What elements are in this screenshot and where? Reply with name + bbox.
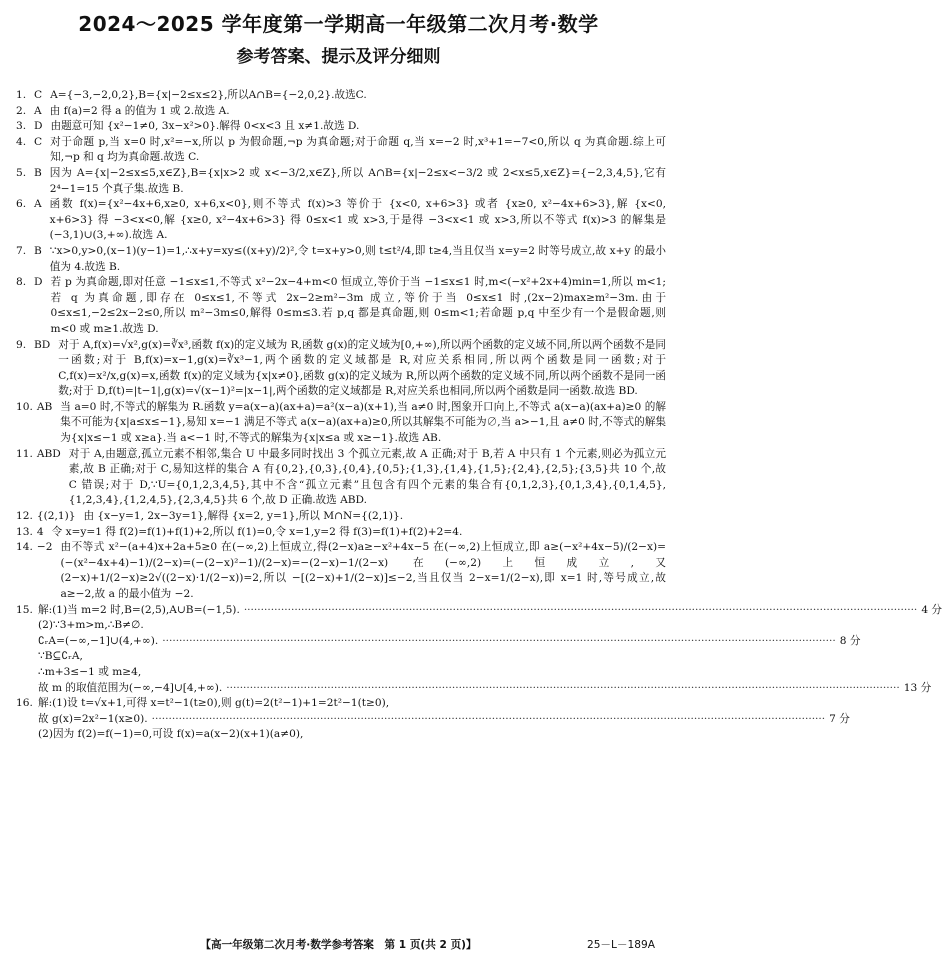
answer-key: AB [36, 400, 53, 413]
question-16-lines [16, 696, 850, 743]
solution-text: ∁ᵣA=(−∞,−1]∪(4,+∞). [38, 634, 159, 647]
question-number: 5. [16, 166, 27, 179]
answer-explanation: 对于命题 p,当 x=0 时,x²=−x,所以 p 为假命题,¬p 为真命题;对于命题 q,当 x=−2 时,x³+1=−7<0,所以 q 为真命题.综上可知,¬p 和 q 均为真命题.故选 C. [50, 135, 666, 164]
answer-explanation: 由题意可知 {x²−1≠0, 3x−x²>0}.解得 0<x<3 且 x≠1.故选 D. [50, 120, 360, 133]
question-number: 4. [16, 135, 27, 148]
question-number: 1. [16, 89, 27, 101]
answer-item [16, 197, 666, 244]
answer-explanation: 若 p 为真命题,即对任意 −1≤x≤1,不等式 x²−2x−4+m<0 恒成立,等价于当 −1≤x≤1 时,m<(−x²+2x+4)min=1,所以 m<1;若 q 为真命题,即存在 0≤x≤1,不等式 2x−2≥m²−3m 成立,等价于当 0≤x≤1 时,(2x−2)max≥m²−3m.由于 0≤x≤1,−2≤2x−2≤0,所以 m²−3m≤0,解得 0≤m≤3.若 p,q 都是真命题,则 0≤m<1;若命题 p,q 中至少有一个是假命题,则 m<0 或 m≥1.故选 D. [50, 276, 666, 335]
solution-line [16, 665, 666, 681]
answer-explanation: 对于 A,由题意,孤立元素不相邻,集合 U 中最多同时找出 3 个孤立元素,故 A 正确;对于 B,若 A 中只有 1 个元素,则必为孤立元素,故 B 正确;对于 C,易知这样的集合 A 有{0,2},{0,3},{0,4},{0,5};{1,3},{1,4},{1,5};{2,4},{2,5};{3,5}共 10 个,故 C 错误;对于 D,∵U={0,1,2,3,4,5},其中不含“孤立元素”且包含有四个元素的集合有{0,1,2,3},{0,1,3,4},{0,1,4,5},{1,2,3,4},{1,2,4,5},{2,3,4,5}共 6 个,故 D 正确.故选 ABD. [68, 447, 666, 507]
answer-key: D [34, 276, 43, 289]
answer-explanation: 由 {x−y=1, 2x−3y=1},解得 {x=2, y=1},所以 M∩N={(2,1)}. [83, 510, 404, 523]
question-number: 16. [16, 697, 33, 710]
answer-item [16, 275, 666, 337]
solution-line [16, 649, 666, 665]
answer-key: A [34, 198, 42, 211]
question-15-lines [16, 603, 942, 697]
answer-key: 4 [36, 525, 44, 538]
answer-key: C [34, 135, 43, 148]
question-number: 2. [16, 104, 27, 117]
question-16-solution [16, 696, 850, 743]
solution-text: ∵B⊆∁ᵣA, [38, 650, 83, 663]
solution-text: (2)因为 f(2)=f(−1)=0,可设 f(x)=a(x−2)(x+1)(a≠0), [38, 728, 304, 741]
answer-item [16, 135, 666, 166]
answer-item [16, 509, 666, 525]
answer-key: −2 [36, 541, 53, 554]
score-points: 13 分 [903, 681, 932, 694]
solution-line [16, 696, 666, 712]
answer-item [16, 525, 666, 541]
solution-line [16, 603, 942, 619]
answer-item [16, 244, 666, 275]
answer-item [16, 540, 666, 602]
question-number: 9. [16, 338, 27, 351]
answer-explanation: 当 a=0 时,不等式的解集为 R.函数 y=a(x−a)(ax+a)=a²(x−a)(x+1),当 a≠0 时,图象开口向上,不等式 a(x−a)(ax+a)≥0 的解集不可能为{x|a≤x≤−1},易知 x=−1 满足不等式 a(x−a)(ax+a)≥0,所以其解集不可能为∅,当 a>−1,且 a≠0 时,不等式的解集为{x|x≤−1 或 x≥a}.当 a<−1 时,不等式的解集为{x|x≤a 或 x≥−1}.故选 AB. [60, 400, 666, 445]
answer-explanation: 因为 A={x|−2≤x≤5,x∈Z},B={x|x>2 或 x<−3/2,x∈Z},所以 A∩B={x|−2≤x<−3/2 或 2<x≤5,x∈Z}={−2,3,4,5},它有 2⁴−1=15 个真子集.故选 B. [49, 166, 666, 195]
answer-key: B [34, 244, 42, 257]
question-number: 12. [16, 510, 33, 523]
question-number: 10. [16, 400, 33, 413]
question-number: 7. [16, 244, 27, 257]
score-points: 7 分 [829, 712, 850, 725]
answer-explanation: 由 f(a)=2 得 a 的值为 1 或 2.故选 A. [49, 104, 230, 117]
answer-key: B [34, 166, 42, 179]
question-number: 13. [16, 525, 33, 538]
answer-list [16, 88, 942, 743]
answer-key: C [34, 89, 43, 101]
solution-line [16, 681, 932, 697]
question-number: 11. [16, 447, 33, 460]
answer-explanation: 函数 f(x)={x²−4x+6,x≥0, x+6,x<0},则不等式 f(x)>3 等价于 {x<0, x+6>3} 或者 {x≥0, x²−4x+6>3},解 {x<0, x+6>3} 得 −3<x<0,解 {x≥0, x²−4x+6>3} 得 0≤x<1 或 x>3,于是得 −3<x<1 或 x>3,所以不等式 f(x)>3 的解集是(−3,1)∪(3,+∞).故选 A. [49, 198, 666, 242]
answer-item [16, 338, 666, 400]
question-number: 3. [16, 120, 27, 133]
question-number: 8. [16, 276, 27, 289]
answer-explanation: 令 x=y=1 得 f(2)=f(1)+f(1)+2,所以 f(1)=0,令 x=1,y=2 得 f(3)=f(1)+f(2)+2=4. [51, 525, 463, 538]
answer-item [16, 400, 666, 447]
answer-explanation: 对于 A,f(x)=√x²,g(x)=∛x³,函数 f(x)的定义域为 R,函数 g(x)的定义域为[0,+∞),所以两个函数的定义域不同,所以两个函数不是同一函数;对于 B,f(x)=x−1,g(x)=∛x³−1,两个函数的定义域都是 R,对应关系相同,所以两个函数是同一函数;对于 C,f(x)=x²/x,g(x)=x,函数 f(x)的定义域为{x|x≠0},函数 g(x)的定义域为 R,所以两个函数的定义域不同,所以两个函数不是同一函数;对于 D,f(t)=|t−1|,g(x)=√(x−1)²=|x−1|,两个函数的定义域都是 R,对应关系也相同,所以两个函数是同一函数.故选 BD. [58, 338, 666, 398]
question-number: 6. [16, 198, 27, 211]
footer-page-info: 【高一年级第二次月考·数学参考答案 第 1 页(共 2 页)】 [200, 939, 477, 951]
answer-key: ABD [36, 447, 61, 460]
answer-explanation: ∵x>0,y>0,(x−1)(y−1)=1,∴x+y=xy≤((x+y)/2)²,令 t=x+y>0,则 t≤t²/4,即 t≥4,当且仅当 x=y=2 时等号成立,故 x+y 的最小值为 4.故选 B. [49, 244, 666, 273]
page-title: 2024～2025 学年度第一学期高一年级第二次月考·数学 [78, 12, 599, 36]
solution-text: (2)∵3+m>m,∴B≠∅. [38, 619, 144, 632]
answer-item [16, 166, 666, 197]
score-points: 8 分 [839, 634, 861, 647]
leader-dots: ········································································································································································································ [162, 634, 836, 647]
answer-explanation: 由不等式 x²−(a+4)x+2a+5≥0 在(−∞,2)上恒成立,得(2−x)a≥−x²+4x−5 在(−∞,2)上恒成立,即 a≥(−x²+4x−5)/(2−x)=(−(x²−4x+4)−1)/(2−x)=(−(2−x)²−1)/(2−x)=−(2−x)−1/(2−x) 在(−∞,2)上恒成立,又(2−x)+1/(2−x)≥2√((2−x)·1/(2−x))=2,所以 −[(2−x)+1/(2−x)]≤−2,当且仅当 2−x=1/(2−x),即 x=1 时,等号成立,故 a≥−2,故 a 的最小值为 −2. [60, 541, 666, 600]
answer-item [16, 104, 666, 120]
answer-key: BD [34, 338, 51, 351]
solution-line [16, 712, 850, 728]
leader-dots: ········································································································································································································ [243, 603, 918, 616]
footer-code: 25－L－189A [586, 939, 655, 951]
solution-text: ∴m+3≤−1 或 m≥4, [38, 665, 142, 678]
solution-line [16, 727, 666, 743]
leader-dots: ········································································································································································································ [151, 712, 826, 725]
solution-text: 故 g(x)=2x²−1(x≥0). [38, 712, 148, 725]
page-subtitle: 参考答案、提示及评分细则 [236, 47, 441, 67]
question-number: 14. [16, 541, 33, 554]
answer-key: {(2,1)} [36, 510, 76, 523]
solution-line [16, 618, 666, 634]
leader-dots: ········································································································································································································ [226, 681, 900, 694]
solution-text: 解:(1)当 m=2 时,B=(2,5),A∪B=(−1,5). [38, 603, 240, 616]
answer-item [16, 447, 666, 509]
answer-explanation: A={−3,−2,0,2},B={x|−2≤x≤2},所以A∩B={−2,0,2}.故选C. [50, 89, 367, 101]
question-number: 15. [16, 603, 33, 616]
question-15-solution [16, 603, 942, 697]
solution-text: 解:(1)设 t=√x+1,可得 x=t²−1(t≥0),则 g(t)=2(t²−1)+1=2t²−1(t≥0), [38, 697, 390, 710]
solution-text: 故 m 的取值范围为(−∞,−4]∪[4,+∞). [38, 681, 223, 694]
answer-item [16, 119, 666, 135]
score-points: 4 分 [921, 603, 942, 616]
answer-key: A [34, 104, 42, 117]
choice-and-fill-answers [16, 88, 666, 603]
answer-key: D [34, 120, 43, 133]
solution-line [16, 634, 861, 650]
answer-item [16, 88, 666, 104]
